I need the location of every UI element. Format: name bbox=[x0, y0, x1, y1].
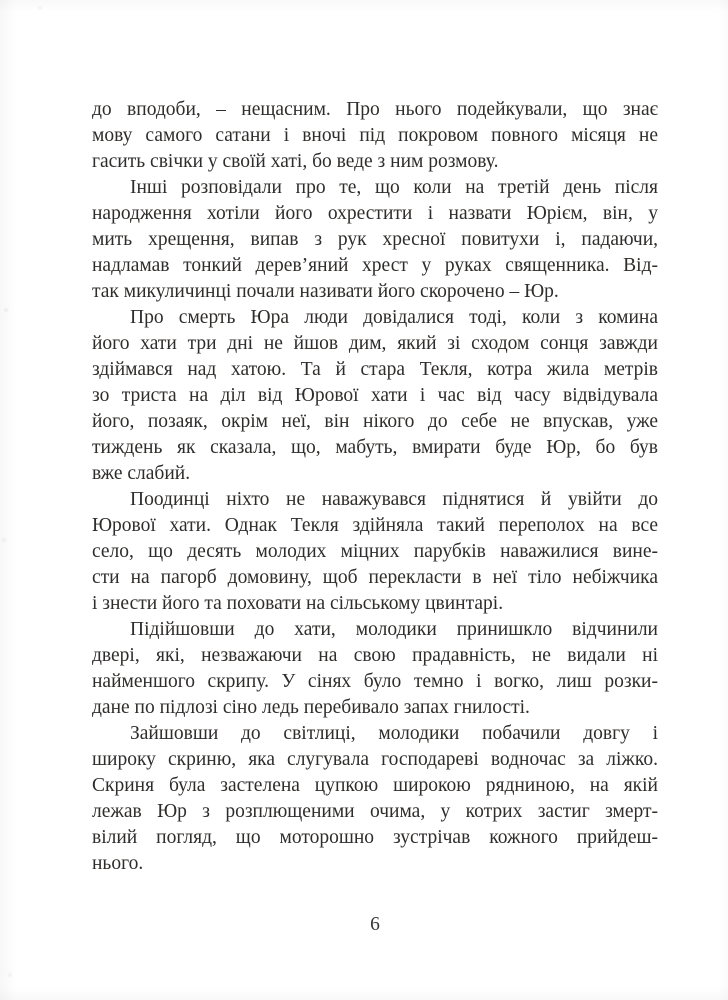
text-line: Зайшовши до світлиці, молодики побачили довгу і bbox=[130, 723, 658, 744]
text-line: до вподоби, – нещасним. Про нього подейкували, що знає bbox=[92, 99, 658, 120]
text-line: Юрової хати. Однак Текля здійняла такий переполох на все bbox=[92, 515, 658, 536]
paragraph bbox=[92, 175, 658, 305]
text-line: нього. bbox=[92, 853, 144, 874]
text-line: Підійшовши до хати, молодики принишкло відчинили bbox=[130, 619, 658, 640]
text-line: Про смерть Юра люди довідалися тоді, коли з комина bbox=[130, 307, 658, 328]
text-line: і знести його та поховати на сільському цвинтарі. bbox=[92, 593, 504, 614]
text-line: село, що десять молодих міцних парубків наважилися вине- bbox=[92, 541, 658, 562]
paragraph bbox=[92, 617, 658, 721]
text-line: двері, які, незважаючи на свою прадавність, не видали ні bbox=[92, 645, 658, 666]
text-line: гасить свічки у своїй хаті, бо веде з ним розмову. bbox=[92, 151, 499, 172]
text-line: Інші розповідали про те, що коли на третій день після bbox=[130, 177, 658, 198]
text-line: широку скриню, яка слугувала господареві водночас за ліжко. bbox=[92, 749, 658, 770]
text-line: найменшого скрипу. У сінях було темно і вогко, лиш розки- bbox=[92, 671, 658, 692]
paragraph bbox=[92, 487, 658, 617]
paragraph bbox=[92, 305, 658, 487]
text-line: тиждень як сказала, що, мабуть, вмирати буде Юр, бо був bbox=[92, 437, 658, 458]
text-line: народження хотіли його охрестити і назвати Юрієм, він, у bbox=[92, 203, 658, 224]
text-line: здіймався над хатою. Та й стара Текля, котра жила метрів bbox=[92, 359, 658, 380]
text-line: його, позаяк, окрім неї, він нікого до себе не впускав, уже bbox=[92, 411, 658, 432]
paragraph bbox=[92, 97, 658, 175]
text-line: мову самого сатани і вночі під покровом повного місяця не bbox=[92, 125, 658, 146]
text-line: надламав тонкий дерев’яний хрест у руках священника. Від- bbox=[92, 255, 658, 276]
text-line: вже слабий. bbox=[92, 463, 191, 484]
paragraph bbox=[92, 721, 658, 877]
text-line: так микуличинці почали називати його скорочено – Юр. bbox=[92, 281, 559, 302]
text-line: сти на пагорб домовину, щоб перекласти в неї тіло небіжчика bbox=[92, 567, 658, 588]
text-line: зо триста на діл від Юрової хати і час від часу відвідувала bbox=[92, 385, 658, 406]
text-line: вілий погляд, що моторошно зустрічав кожного прийдеш- bbox=[92, 827, 658, 848]
text-line: мить хрещення, випав з рук хресної повитухи і, падаючи, bbox=[92, 229, 658, 250]
text-line: Скриня була застелена цупкою широкою рядниною, на якій bbox=[92, 775, 658, 796]
body-text bbox=[92, 97, 658, 877]
page-number: 6 bbox=[370, 914, 380, 935]
text-line: лежав Юр з розплющеними очима, у котрих застиг змерт- bbox=[92, 801, 658, 822]
text-line: дане по підлозі сіно ледь перебивало запах гнилості. bbox=[92, 697, 530, 718]
text-line: Поодинці ніхто не наважувався піднятися й увійти до bbox=[130, 489, 658, 510]
text-line: його хати три дні не йшов дим, який зі сходом сонця завжди bbox=[92, 333, 658, 354]
